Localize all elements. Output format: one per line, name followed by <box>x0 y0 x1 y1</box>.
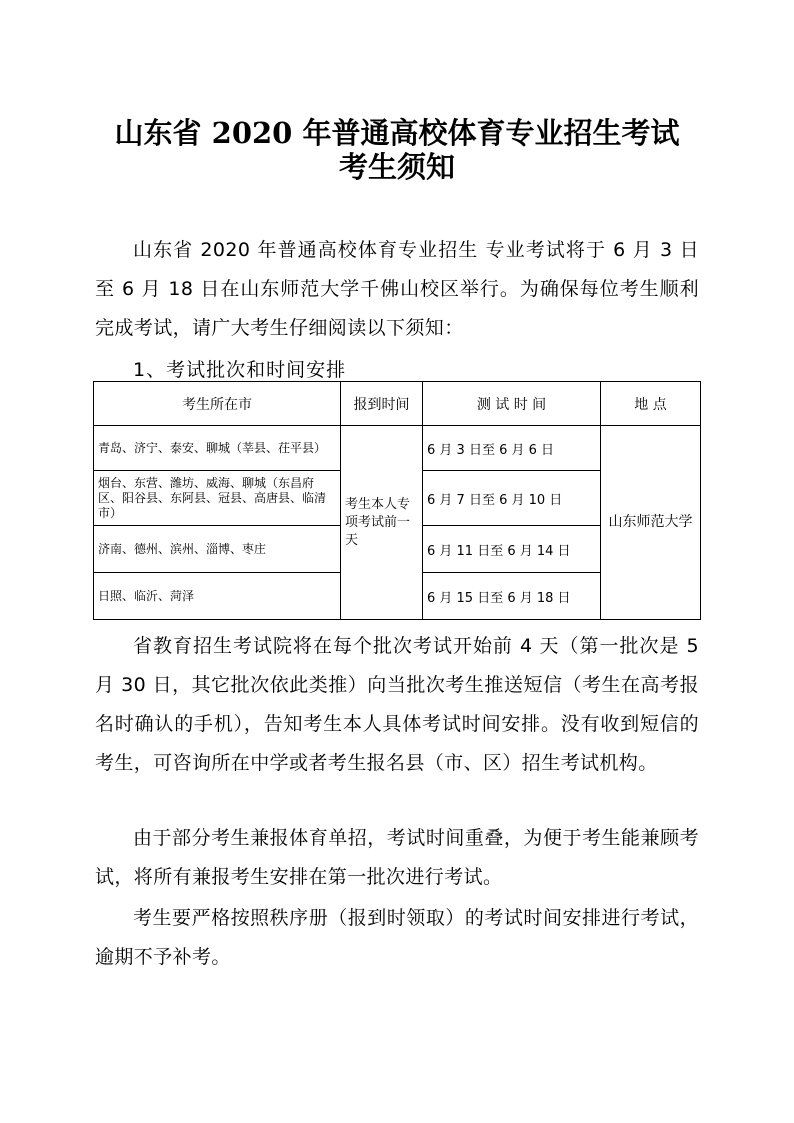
exam-schedule-table <box>93 381 701 620</box>
test-time-cell: 6 月 3 日至 6 月 6 日 <box>423 426 601 471</box>
exam-order-paragraph: 考生要严格按照秩序册（报到时领取）的考试时间安排进行考试，逾期不予补考。 <box>95 907 699 968</box>
test-time-cell: 6 月 7 日至 6 月 10 日 <box>423 471 601 526</box>
test-time-cell: 6 月 15 日至 6 月 18 日 <box>423 573 601 620</box>
section-heading: 1、考试批次和时间安排 <box>133 359 347 381</box>
region-cell: 青岛、济宁、泰安、聊城（莘县、茌平县） <box>94 426 341 471</box>
notify-paragraph: 省教育招生考试院将在每个批次考试开始前 4 天（第一批次是 5 月 30 日，其它批次依此类推）向当批次考生推送短信（考生在高考报名时确认的手机），告知考生本人具体考试时间安排。没有收到短信的考生，可咨询所在中学或者考生报名县（市、区）招生考试机构。 <box>95 635 699 774</box>
table-row <box>94 426 701 471</box>
document-title-line2: 考生须知 <box>338 150 455 184</box>
table-header-row <box>94 382 701 426</box>
region-cell: 日照、临沂、菏泽 <box>94 573 341 620</box>
document-title-line1: 山东省 2020 年普通高校体育专业招生考试 <box>114 116 680 150</box>
header-report-time: 报到时间 <box>341 382 423 426</box>
intro-paragraph: 山东省 2020 年普通高校体育专业招生 专业考试将于 6 月 3 日至 6 月 18 日在山东师范大学千佛山校区举行。为确保每位考生顺利完成考试，请广大考生仔细阅读以下须知： <box>95 239 699 339</box>
test-time-cell: 6 月 11 日至 6 月 14 日 <box>423 526 601 573</box>
dual-registration-paragraph: 由于部分考生兼报体育单招，考试时间重叠，为便于考生能兼顾考试，将所有兼报考生安排在第一批次进行考试。 <box>95 827 699 888</box>
place-cell: 山东师范大学 <box>601 426 701 620</box>
region-cell: 济南、德州、滨州、淄博、枣庄 <box>94 526 341 573</box>
header-test-time: 测 试 时 间 <box>423 382 601 426</box>
header-region: 考生所在市 <box>94 382 341 426</box>
header-place: 地 点 <box>601 382 701 426</box>
region-cell: 烟台、东营、潍坊、威海、聊城（东昌府区、阳谷县、东阿县、冠县、高唐县、临清市） <box>94 471 341 526</box>
report-time-cell: 考生本人专项考试前一天 <box>341 426 423 620</box>
